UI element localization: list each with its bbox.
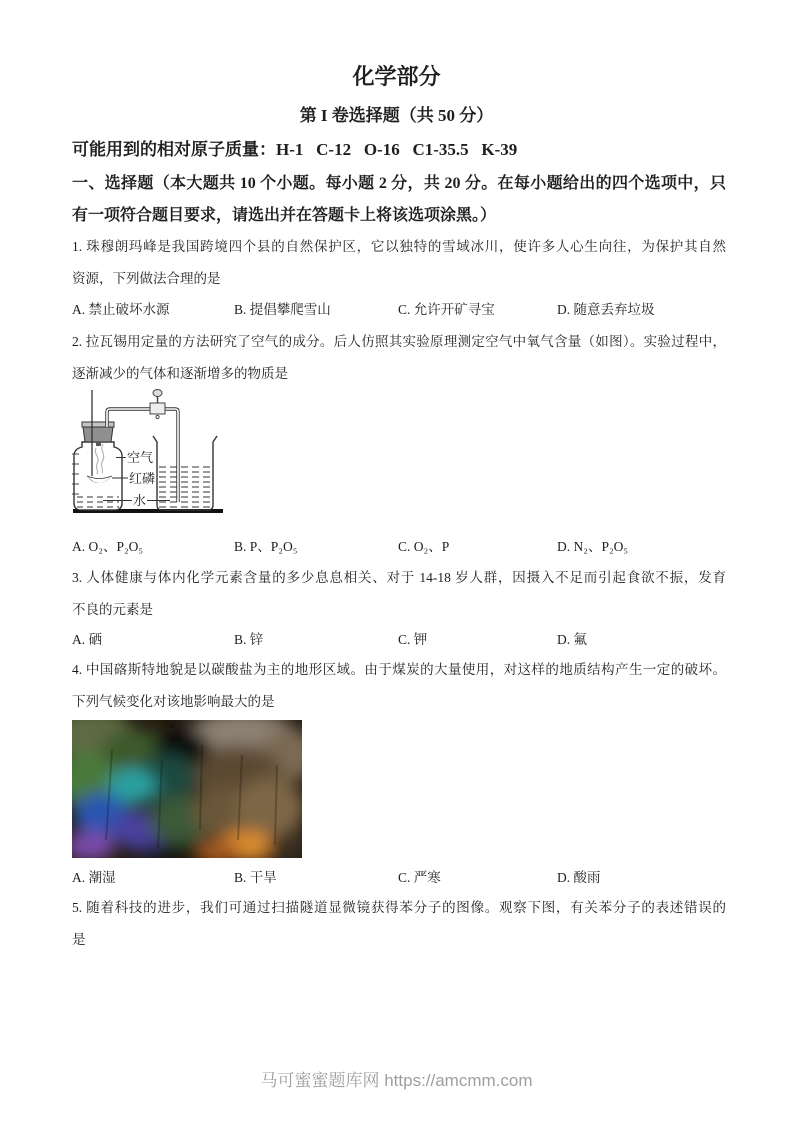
question-3-text-line-2: 不良的元素是 xyxy=(72,602,153,617)
water-label: 水 xyxy=(133,493,147,508)
question-1-option-d: D. 随意丢弃垃圾 xyxy=(557,302,655,317)
stopcock-pin xyxy=(156,415,159,418)
flask-outline xyxy=(74,442,122,510)
beaker-outline xyxy=(153,436,217,510)
question-1-option-b: B. 提倡攀爬雪山 xyxy=(234,302,331,317)
question-4-option-b: B. 干旱 xyxy=(234,870,277,885)
atomic-masses-label: 可能用到的相对原子质量： xyxy=(72,140,276,159)
question-2-text-line-1: 2. 拉瓦锡用定量的方法研究了空气的成分。后人仿照其实验原理测定空气中氧气含量（如图）。实验过程中， xyxy=(72,334,726,349)
question-4-text-line-1: 4. 中国碦斯特地貌是以碳酸盐为主的地形区域。由于煤炭的大量使用，对这样的地质结构产生一定的破坏。 xyxy=(72,662,726,677)
atomic-masses-values: H-1 C-12 O-16 C1-35.5 K-39 xyxy=(276,140,518,159)
question-3-option-c: C. 钾 xyxy=(398,632,428,647)
instructions-line-2: 有一项符合题目要求，请选出并在答题卡上将该选项涂黑。） xyxy=(72,207,497,224)
stopper-icon xyxy=(83,427,113,442)
question-4-text-line-2: 下列气候变化对该地影响最大的是 xyxy=(72,694,275,709)
question-1-text-line-1: 1. 珠穆朗玛峰是我国跨境四个县的自然保护区，它以独特的雪域冰川，使许多人心生向往，为保护其自然 xyxy=(72,239,726,254)
question-2-options xyxy=(72,537,726,557)
question-2-option-b: B. P、P₂O₅ xyxy=(234,539,298,554)
question-3-option-b: B. 锌 xyxy=(234,632,264,647)
question-2-option-d: D. N₂、P₂O₅ xyxy=(557,539,629,554)
instructions-line-1: 一、选择题（本大题共 10 个小题。每小题 2 分，共 20 分。在每小题给出的四个选项中，只 xyxy=(72,175,726,192)
oxygen-measurement-apparatus-diagram xyxy=(72,386,232,516)
question-5-text-line-2: 是 xyxy=(72,932,86,947)
stopcock-knob xyxy=(153,390,162,397)
question-2-option-a: A. O₂、P₂O₅ xyxy=(72,539,144,554)
question-5-text-line-1: 5. 随着科技的进步，我们可通过扫描隧道显微镜获得苯分子的图像。观察下图，有关苯分子的表述错误的 xyxy=(72,900,726,915)
question-4-option-a: A. 潮湿 xyxy=(72,870,116,885)
air-label: 空气 xyxy=(127,450,154,465)
watermark-site-text: 马可蜜蜜题库网 https://amcmm.com xyxy=(260,1071,533,1090)
stopper-top xyxy=(82,422,114,427)
question-1-text-line-2: 资源，下列做法合理的是 xyxy=(72,271,221,286)
question-1-option-c: C. 允许开矿寻宝 xyxy=(398,302,495,317)
question-3-text-line-1: 3. 人体健康与体内化学元素含量的多少息息相关、对于 14-18 岁人群，因摄入不足而引起食欲不振，发育 xyxy=(72,570,726,585)
question-4-option-d: D. 酸雨 xyxy=(557,870,601,885)
page-title: 化学部分 xyxy=(352,64,441,89)
question-1-options xyxy=(72,300,726,320)
karst-cave-photo xyxy=(72,720,302,858)
question-4-option-c: C. 严寒 xyxy=(398,870,441,885)
atomic-masses-line xyxy=(72,138,726,162)
red-phosphorus-label: 红磷 xyxy=(129,471,156,486)
question-3-option-a: A. 硒 xyxy=(72,632,102,647)
question-3-options xyxy=(72,630,726,650)
question-4-options xyxy=(72,868,726,888)
question-2-option-c: C. O₂、P xyxy=(398,539,450,554)
section-heading: 第 I 卷选择题（共 50 分） xyxy=(299,106,494,125)
stopper-notch xyxy=(96,442,101,446)
question-2-text-line-2: 逐渐减少的气体和逐渐增多的物质是 xyxy=(72,366,288,381)
question-3-option-d: D. 氟 xyxy=(557,632,587,647)
stopcock-valve xyxy=(150,403,165,414)
question-1-option-a: A. 禁止破坏水源 xyxy=(72,302,170,317)
